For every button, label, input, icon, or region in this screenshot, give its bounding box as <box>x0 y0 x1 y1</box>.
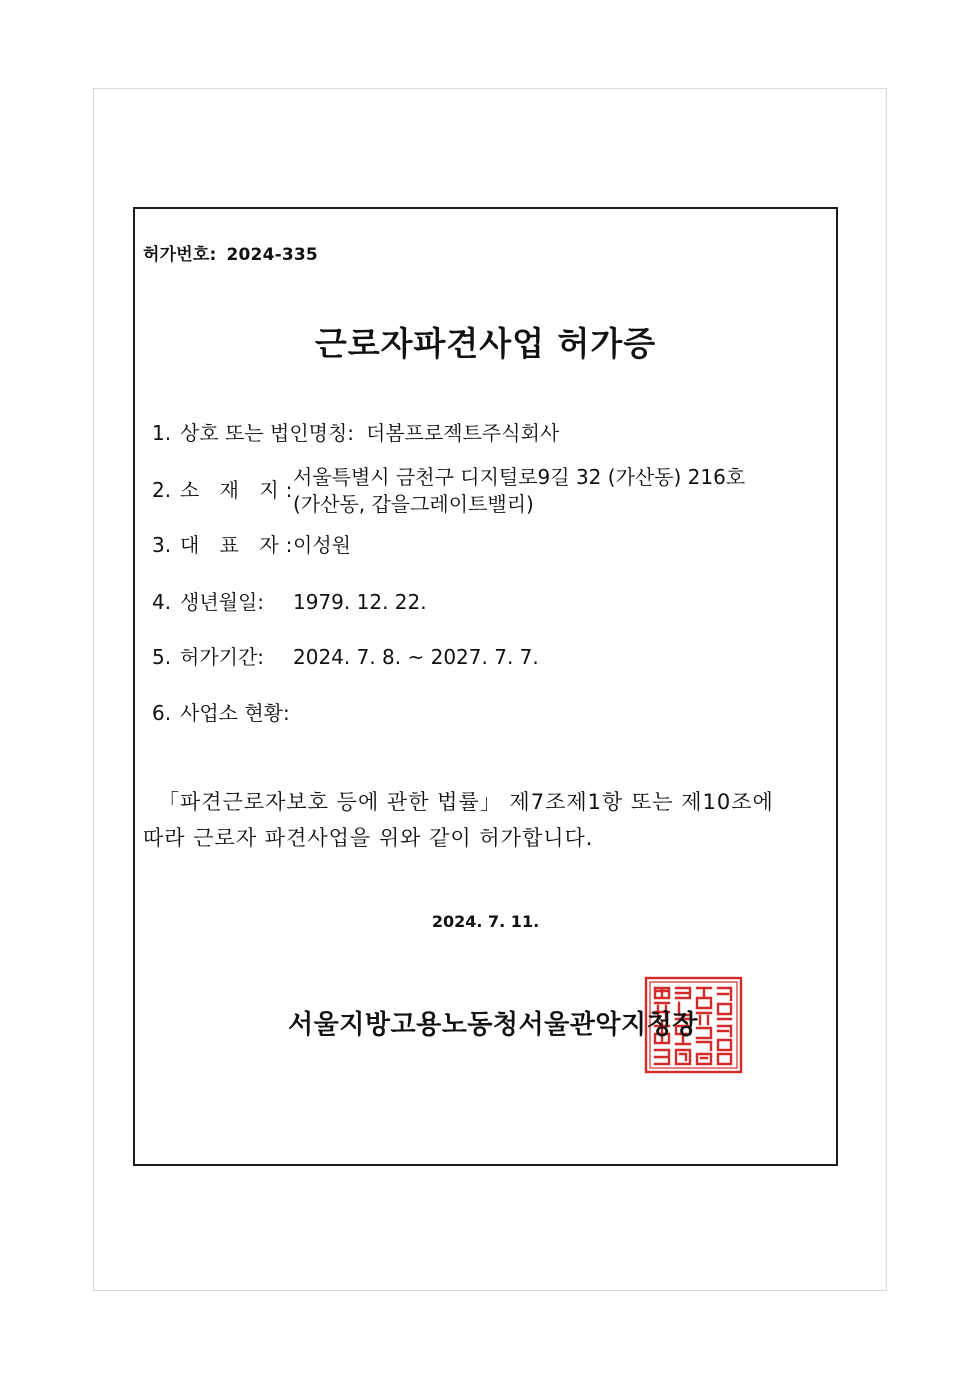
field-number: 6. <box>152 701 172 725</box>
field-representative <box>152 533 351 557</box>
field-label: 대 표 자: <box>180 533 300 557</box>
field-offices <box>152 701 290 725</box>
permit-number-value: 2024-335 <box>226 245 318 265</box>
field-permit-period <box>152 645 539 669</box>
field-label: 사업소 현황: <box>180 701 290 725</box>
document-title: 근로자파견사업 허가증 <box>314 324 657 363</box>
field-number: 5. <box>152 645 172 669</box>
field-label: 생년월일: <box>180 590 265 614</box>
field-value: 더봄프로젝트주식회사 <box>366 421 560 445</box>
field-number: 1. <box>152 421 172 445</box>
field-number: 3. <box>152 533 172 557</box>
statement-line2: 따라 근로자 파견사업을 위와 같이 허가합니다. <box>143 826 594 850</box>
location-value-line1: 서울특별시 금천구 디지털로9길 32 (가산동) 216호 <box>293 465 746 489</box>
field-number: 4. <box>152 590 172 614</box>
permit-number-label: 허가번호: <box>143 245 217 265</box>
field-label: 상호 또는 법인명칭: <box>180 421 355 445</box>
field-value: 2024. 7. 8. ~ 2027. 7. 7. <box>293 645 539 669</box>
field-value: 1979. 12. 22. <box>293 590 427 614</box>
issuing-authority: 서울지방고용노동청서울관악지청장 <box>288 1010 698 1040</box>
field-value: 이성원 <box>293 533 351 557</box>
location-value-line2: (가산동, 갑을그레이트밸리) <box>293 492 534 516</box>
field-location <box>152 478 300 502</box>
field-label: 허가기간: <box>180 645 265 669</box>
field-label: 소 재 지: <box>180 478 300 502</box>
issue-date: 2024. 7. 11. <box>431 912 540 931</box>
field-business-name <box>152 421 559 445</box>
statement-line1: 「파견근로자보호 등에 관한 법률」 제7조제1항 또는 제10조에 <box>158 790 774 814</box>
permit-number <box>143 240 318 265</box>
field-number: 2. <box>152 478 172 502</box>
field-birthdate <box>152 590 427 614</box>
